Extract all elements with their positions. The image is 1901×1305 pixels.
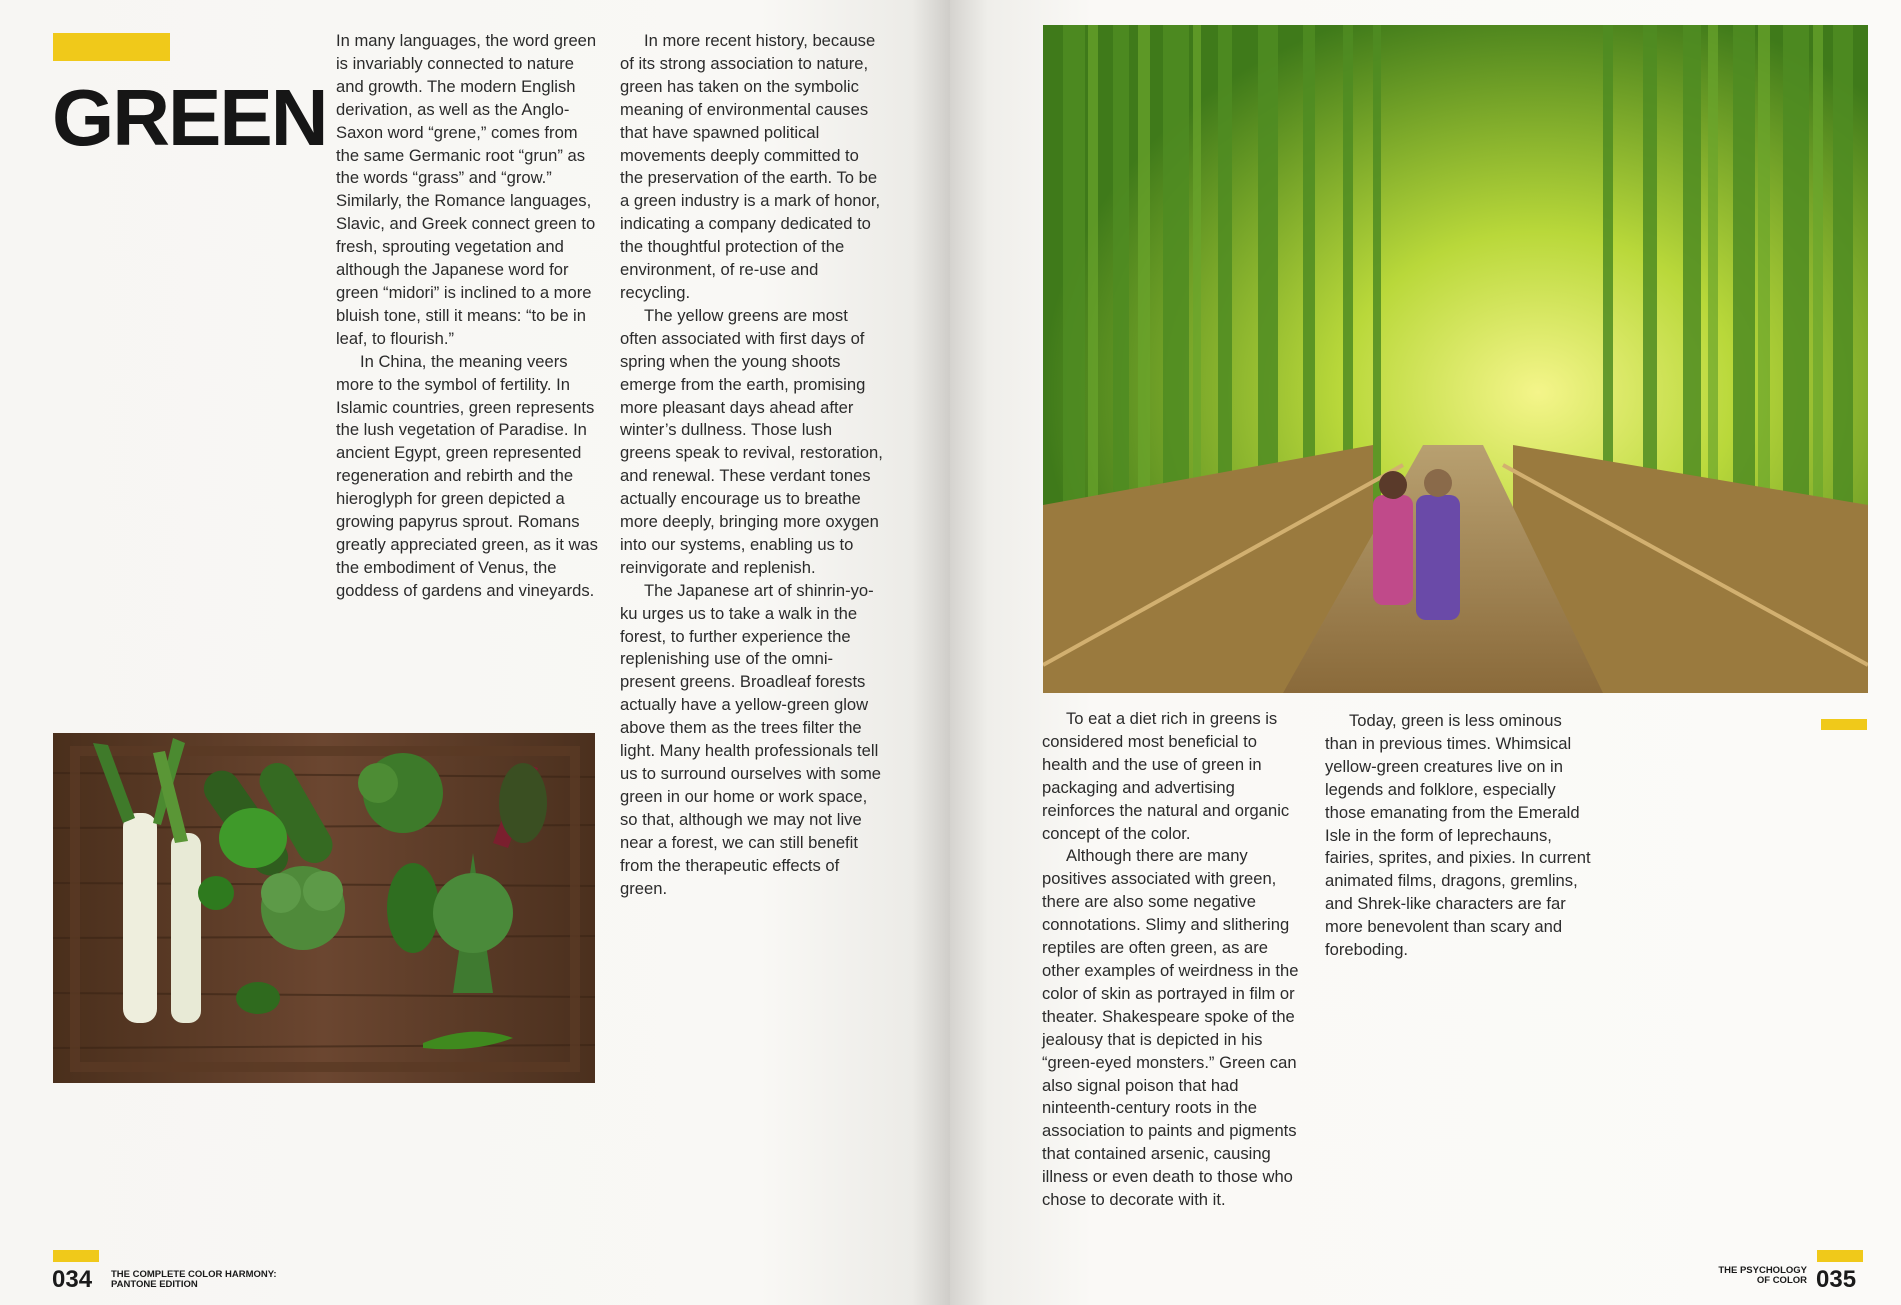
running-footer-line: OF COLOR (1756, 1275, 1807, 1286)
running-footer (1702, 1266, 1807, 1286)
left-column-1 (336, 30, 598, 603)
running-footer-line: THE PSYCHOLOGY (1718, 1265, 1807, 1276)
running-footer-line: THE COMPLETE COLOR HARMONY: (111, 1269, 277, 1280)
page-number: 034 (52, 1266, 93, 1293)
paragraph: In many languages, the word green is invariably connected to nature and growth. The modern English derivation, as well as the Anglo-Saxon word “grene,” comes from the same Germanic root “grun” as the words “grass” and “grow.” Similarly, the Romance languages, Slavic, and Greek connect green to fresh, sprouting vegetation and although the Japanese word for green “midori” is inclined to a more bluish tone, still it means: “to be in leaf, to flourish.” (336, 31, 597, 348)
accent-bar-right (1821, 719, 1867, 730)
vegetables-photo (53, 733, 595, 1083)
paragraph: The yellow greens are most often associated with first days of spring when the young shoots emerge from the earth, promising more pleasant days ahead after winter’s dullness. Those lush greens speak to revival, restoration, and renewal. These verdant tones actually encourage us to breathe more deeply, bringing more oxygen into our systems, enabling us to reinvigorate and replenish. (620, 305, 883, 577)
accent-bar-bottom-right (1817, 1250, 1863, 1262)
running-footer-line: PANTONE EDITION (111, 1279, 198, 1290)
accent-bar-top-left (53, 33, 170, 61)
paragraph: To eat a diet rich in greens is considered most beneficial to health and the use of green in packaging and advertising reinforces the natural and organic concept of the color. (1042, 709, 1290, 843)
paragraph: In China, the meaning veers more to the symbol of fertility. In Islamic countries, green represents the lush vegetation of Paradise. In ancient Egypt, green represented regeneration and rebirth and the hieroglyph for green depicted a growing papyrus sprout. Romans greatly appreciated green, as it was the embodiment of Venus, the goddess of gardens and vineyards. (336, 351, 598, 600)
running-footer (111, 1270, 277, 1290)
bamboo-forest-photo (1043, 25, 1868, 693)
paragraph: The Japanese art of shinrin-yo-ku urges us to take a walk in the forest, to further experience the replenishing use of the omni-present greens. Broadleaf forests actually have a yellow-green glow above them as the trees filter the light. Many health professionals tell us to surround ourselves with some green in our home or work space, so that, although we may not live near a forest, we can still benefit from the therapeutic effects of green. (620, 580, 882, 898)
left-column-2 (620, 30, 885, 900)
paragraph: Today, green is less ominous than in previous times. Whimsical yellow-green creatures live on in legends and folklore, especially those emanating from the Emerald Isle in the form of leprechauns, fairies, sprites, and pixies. In current animated films, dragons, gremlins, and Shrek-like characters are far more benevolent than scary and foreboding. (1325, 711, 1591, 960)
right-column-1 (1042, 708, 1304, 1212)
left-page (0, 0, 950, 1305)
page-number: 035 (1816, 1266, 1857, 1293)
right-column-2 (1325, 710, 1595, 962)
paragraph: In more recent history, because of its strong association to nature, green has taken on the symbolic meaning of environmental causes that have spawned political movements deeply committed to the preservation of the earth. To be a green industry is a mark of honor, indicating a company dedicated to the thoughtful protection of the environment, of re-use and recycling. (620, 31, 881, 302)
accent-bar-bottom-left (53, 1250, 99, 1262)
paragraph: Although there are many positives associated with green, there are also some negative connotations. Slimy and slithering reptiles are often green, as are other examples of weirdness in the color of skin as portrayed in film or theater. Shakespeare spoke of the jealousy that is depicted in his “green-eyed monsters.” Green can also signal poison that had ninteenth-century roots in the association to paints and pigments that contained arsenic, causing illness or even death to those who chose to decorate with it. (1042, 846, 1299, 1210)
page-title: GREEN (52, 73, 327, 162)
right-page (950, 0, 1901, 1305)
